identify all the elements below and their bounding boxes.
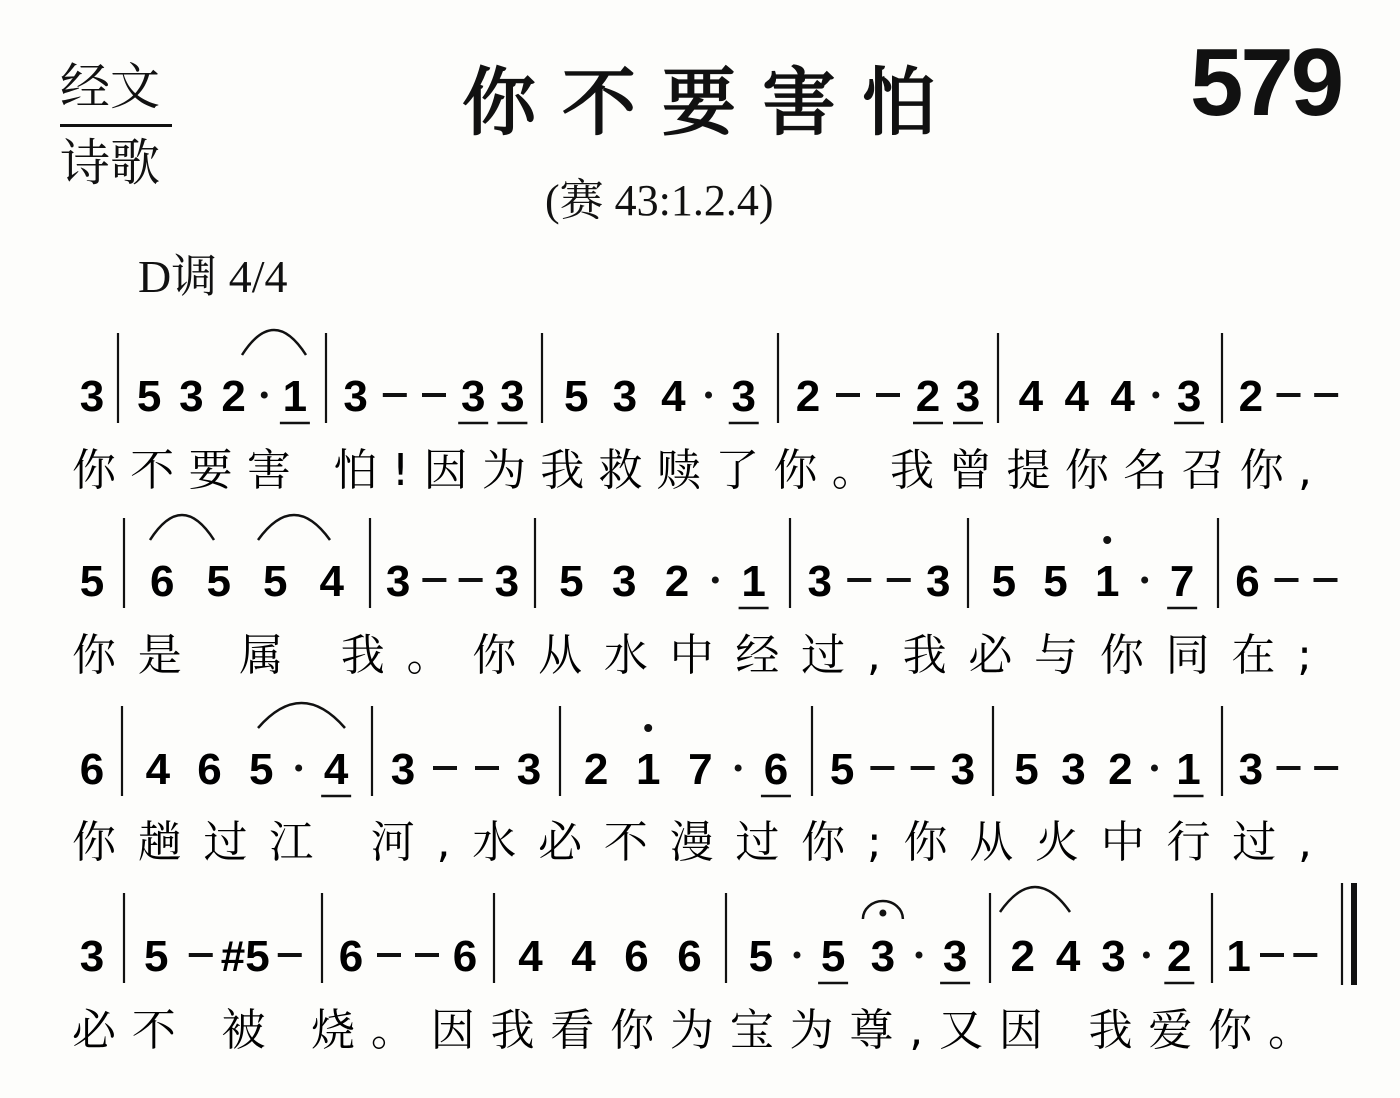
note-digit: 5 — [248, 745, 274, 794]
note-digit: 3 — [385, 557, 411, 606]
dot-extension — [735, 765, 742, 772]
note-digit: 5 — [829, 745, 855, 794]
octave-dot — [644, 724, 652, 732]
dot-extension — [261, 392, 268, 399]
hymn-number: 579 — [1190, 29, 1342, 136]
note-digit: 4 — [661, 372, 686, 421]
dot-extension — [794, 952, 801, 959]
note-digit: 6 — [624, 932, 649, 981]
note-digit: 5 — [1043, 557, 1068, 606]
note-digit: 5 — [206, 557, 231, 606]
note-digit: 5 — [564, 372, 589, 421]
note-digit: 2 — [664, 557, 690, 606]
note-digit: 5 — [991, 557, 1017, 606]
note-digit: 1 — [1094, 557, 1120, 606]
dot-extension — [1141, 577, 1148, 584]
note-digit: 3 — [870, 932, 896, 981]
note-digit: 5 — [559, 557, 584, 606]
category-label-bottom: 诗歌 — [60, 134, 160, 192]
note-digit: #5 — [220, 932, 270, 981]
lyrics-line: 你是 属 我。你从水中经过,我必与你同在; — [72, 630, 1313, 681]
note-digit: 4 — [1064, 372, 1090, 421]
note-digit: 6 — [763, 745, 789, 794]
note-digit: 5 — [136, 372, 162, 421]
dot-extension — [1152, 392, 1159, 399]
note-digit: 7 — [1169, 557, 1195, 606]
note-digit: 3 — [343, 372, 368, 421]
dot-extension — [712, 577, 719, 584]
note-digit: 2 — [1108, 745, 1133, 794]
note-digit: 3 — [1176, 372, 1202, 421]
note-digit: 2 — [1167, 932, 1192, 981]
note-digit: 5 — [820, 932, 846, 981]
slur-arc — [242, 330, 306, 355]
lyrics-line: 必不 被 烧。因我看你为宝为尊,又因 我爱你。 — [72, 1005, 1312, 1056]
note-digit: 3 — [1101, 932, 1126, 981]
scripture-reference: (赛 43:1.2.4) — [545, 176, 774, 225]
note-digit: 3 — [494, 557, 520, 606]
note-digit: 1 — [741, 557, 766, 606]
note-digit: 1 — [635, 745, 661, 794]
note-digit: 1 — [282, 372, 308, 421]
note-digit: 6 — [452, 932, 478, 981]
slur-arc — [150, 515, 214, 540]
note-digit: 6 — [1235, 557, 1260, 606]
note-digit: 4 — [1055, 932, 1081, 981]
note-digit: 3 — [942, 932, 968, 981]
dot-extension — [1143, 952, 1150, 959]
dot-extension — [705, 392, 712, 399]
note-digit: 3 — [179, 372, 204, 421]
note-digit: 5 — [748, 932, 774, 981]
dot-extension — [916, 952, 923, 959]
note-digit: 4 — [319, 557, 344, 606]
note-digit: 2 — [915, 372, 941, 421]
note-digit: 6 — [338, 932, 364, 981]
slur-arc — [258, 703, 345, 728]
slur-arc — [1000, 887, 1070, 912]
note-digit: 3 — [1061, 745, 1086, 794]
note-digit: 4 — [145, 745, 171, 794]
note-digit: 3 — [731, 372, 756, 421]
category-label-top: 经文 — [60, 58, 160, 116]
lyrics-line: 你趟过江 河,水必不漫过你;你从火中行过, — [72, 817, 1313, 868]
note-digit: 3 — [950, 745, 976, 794]
note-digit: 6 — [677, 932, 702, 981]
note-digit: 5 — [144, 932, 169, 981]
note-digit: 2 — [1238, 372, 1264, 421]
hymn-title: 你不要害怕 — [462, 60, 962, 146]
dot-extension — [1151, 765, 1158, 772]
pickup-note: 6 — [79, 745, 105, 794]
dot-extension — [295, 765, 302, 772]
note-digit: 2 — [795, 372, 821, 421]
note-digit: 6 — [197, 745, 222, 794]
note-digit: 3 — [500, 372, 525, 421]
note-digit: 1 — [1226, 932, 1251, 981]
key-signature: D调 4/4 — [138, 251, 288, 302]
note-digit: 3 — [926, 557, 951, 606]
slur-arc — [258, 515, 330, 540]
note-digit: 3 — [955, 372, 981, 421]
note-digit: 5 — [263, 557, 288, 606]
fermata-dot — [879, 910, 886, 917]
note-digit: 4 — [323, 745, 349, 794]
octave-dot — [1103, 536, 1111, 544]
note-digit: 2 — [1010, 932, 1035, 981]
note-digit: 4 — [1018, 372, 1044, 421]
lyrics-line: 你不要害 怕!因为我救赎了你。我曾提你名召你, — [72, 445, 1312, 496]
note-digit: 6 — [150, 557, 175, 606]
note-digit: 3 — [460, 372, 486, 421]
note-digit: 4 — [518, 932, 543, 981]
pickup-note: 3 — [79, 372, 105, 421]
note-digit: 3 — [390, 745, 416, 794]
note-digit: 4 — [1110, 372, 1135, 421]
note-digit: 4 — [571, 932, 596, 981]
note-digit: 3 — [612, 372, 638, 421]
note-digit: 2 — [583, 745, 609, 794]
pickup-note: 5 — [79, 557, 105, 606]
pickup-note: 3 — [79, 932, 105, 981]
note-digit: 1 — [1176, 745, 1201, 794]
note-digit: 3 — [611, 557, 637, 606]
note-digit: 2 — [221, 372, 246, 421]
note-digit: 7 — [688, 745, 713, 794]
note-digit: 3 — [807, 557, 832, 606]
note-digit: 5 — [1014, 745, 1039, 794]
note-digit: 3 — [516, 745, 542, 794]
note-digit: 3 — [1238, 745, 1264, 794]
